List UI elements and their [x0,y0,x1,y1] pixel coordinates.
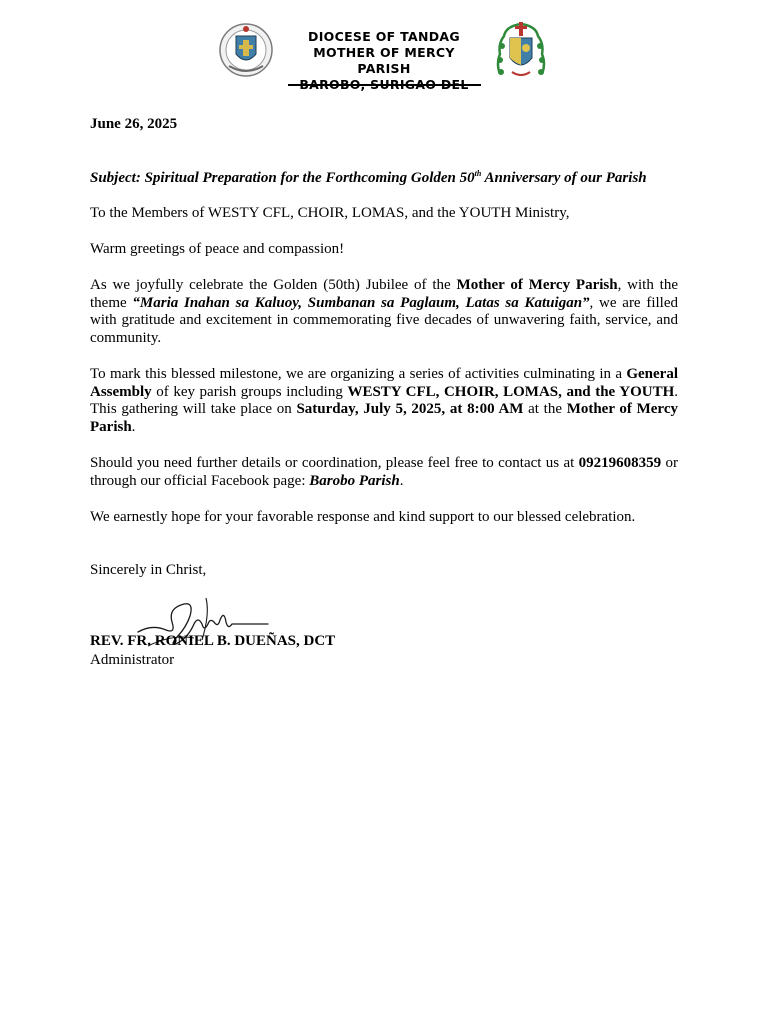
letter-subject [90,170,690,187]
contact-number: 09219608359 [578,455,662,471]
para1-parish-name: Mother of Mercy Parish [456,277,618,293]
para2-text-4: at the [523,401,567,418]
paragraph-contact [90,455,678,490]
greeting-line: Warm greetings of peace and compassion! [90,241,345,257]
facebook-page-name: Barobo Parish [309,472,400,489]
para3-text-1: Should you need further details or coordination, please feel free to contact us at [90,455,579,471]
signer-name: REV. FR. RONIEL B. DUEÑAS, DCT [90,633,336,649]
para1-text-1: As we joyfully celebrate the Golden (50th) Jubilee of the [90,277,457,293]
diocese-seal-icon [219,20,273,80]
subject-text: Subject: Spiritual Preparation for the Forthcoming Golden 50 [90,170,475,186]
para3-text-2: or through our official Facebook page: [90,455,679,489]
paragraph-closing-hope: We earnestly hope for your favorable response and kind support to our blessed celebration. [90,509,636,525]
paragraph-jubilee [90,277,678,347]
letterhead-title [288,29,480,92]
para1-theme: “Maria Inahan sa Kaluoy, Sumbanan sa Paglaum, Latas sa Katuigan” [132,294,590,311]
salutation: To the Members of WESTY CFL, CHOIR, LOMAS, and the YOUTH Ministry, [90,205,570,221]
para2-groups: WESTY CFL, CHOIR, LOMAS, and the YOUTH [347,383,675,400]
subject-superscript: th [474,169,482,178]
coat-of-arms-icon [492,20,550,80]
letterhead-line-4: BAROBO, SURIGAO DEL [299,77,469,92]
para3-text-3: . [399,472,404,489]
para2-text-1: To mark this blessed milestone, we are organizing a series of activities culminating in a [90,366,627,382]
letterhead-line-2: MOTHER OF MERCY [313,45,455,60]
para1-text-2: , with the theme [90,277,678,311]
para2-venue: Mother of Mercy Parish [90,401,678,435]
subject-text-end: Anniversary of our Parish [481,170,647,186]
letterhead-line-3: PARISH [357,61,411,76]
para2-general-assembly: General Assembly [90,366,678,400]
para2-text-5: . [131,418,136,435]
letterhead-divider [288,84,481,86]
complimentary-close: Sincerely in Christ, [90,562,207,578]
signer-title: Administrator [90,652,175,668]
letter-date: June 26, 2025 [90,116,178,132]
letterhead-line-1: DIOCESE OF TANDAG [308,29,460,44]
paragraph-assembly [90,366,678,436]
para2-text-3: . This gathering will take place on [90,383,678,418]
para2-text-2: of key parish groups including [151,383,348,400]
para2-schedule: Saturday, July 5, 2025, at 8:00 AM [296,401,524,418]
letterhead [0,18,768,90]
para1-text-3: , we are filled with gratitude and excitement in commemorating five decades of unwavering faith, service, and community. [90,294,678,346]
